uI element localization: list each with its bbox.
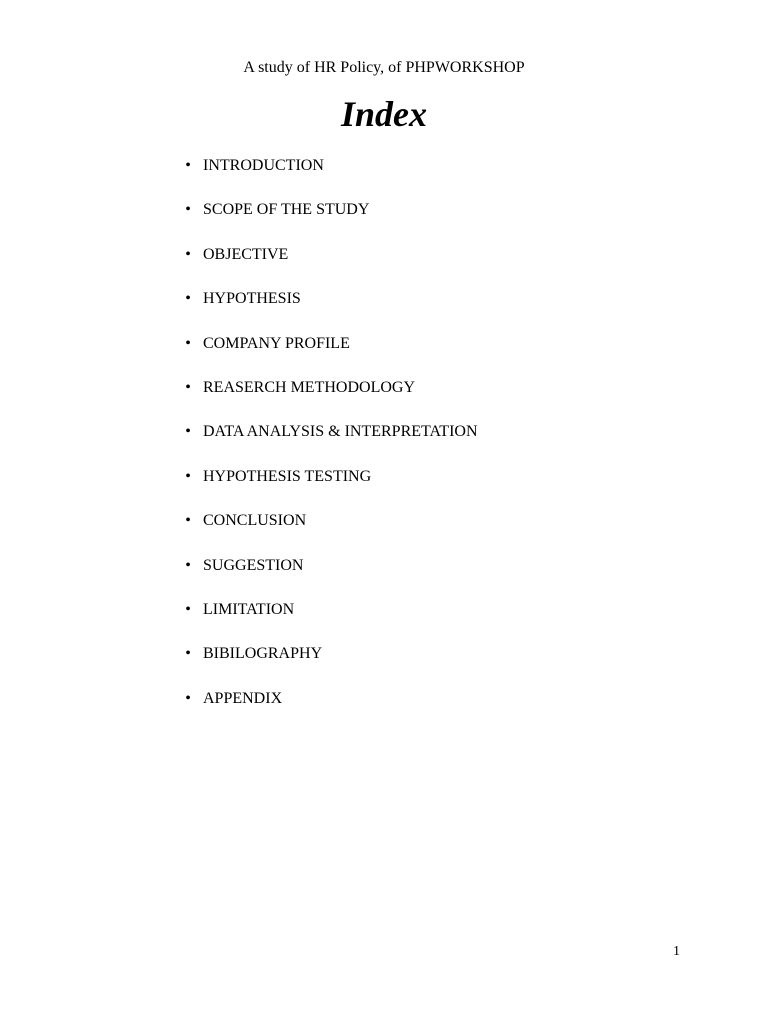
list-item-label: HYPOTHESIS TESTING xyxy=(203,467,372,485)
page-number: 1 xyxy=(673,944,680,959)
page-title: Index xyxy=(340,94,427,134)
bullet-icon: • xyxy=(185,556,191,574)
list-item-label: REASERCH METHODOLOGY xyxy=(203,378,415,396)
bullet-icon: • xyxy=(185,512,191,530)
list-item-label: INTRODUCTION xyxy=(203,157,324,174)
list-item-label: SCOPE OF THE STUDY xyxy=(203,201,370,219)
bullet-icon: • xyxy=(185,157,191,174)
list-item-label: LIMITATION xyxy=(203,600,295,618)
bullet-icon: • xyxy=(185,645,191,663)
bullet-icon: • xyxy=(185,467,191,485)
list-item-label: OBJECTIVE xyxy=(203,245,289,263)
list-item-label: BIBILOGRAPHY xyxy=(203,645,323,663)
bullet-icon: • xyxy=(185,600,191,618)
list-item-label: HYPOTHESIS xyxy=(203,290,301,308)
bullet-icon: • xyxy=(185,689,191,707)
bullet-icon: • xyxy=(185,423,191,441)
list-item-label: APPENDIX xyxy=(203,689,283,707)
document-header: A study of HR Policy, of PHPWORKSHOP xyxy=(243,59,525,76)
bullet-icon: • xyxy=(185,245,191,263)
bullet-icon: • xyxy=(185,290,191,308)
bullet-icon: • xyxy=(185,334,191,352)
list-item-label: CONCLUSION xyxy=(203,512,307,530)
list-item-label: DATA ANALYSIS & INTERPRETATION xyxy=(203,423,478,441)
bullet-icon: • xyxy=(185,378,191,396)
bullet-icon: • xyxy=(185,201,191,219)
list-item-label: SUGGESTION xyxy=(203,556,304,574)
list-item-label: COMPANY PROFILE xyxy=(203,334,350,352)
